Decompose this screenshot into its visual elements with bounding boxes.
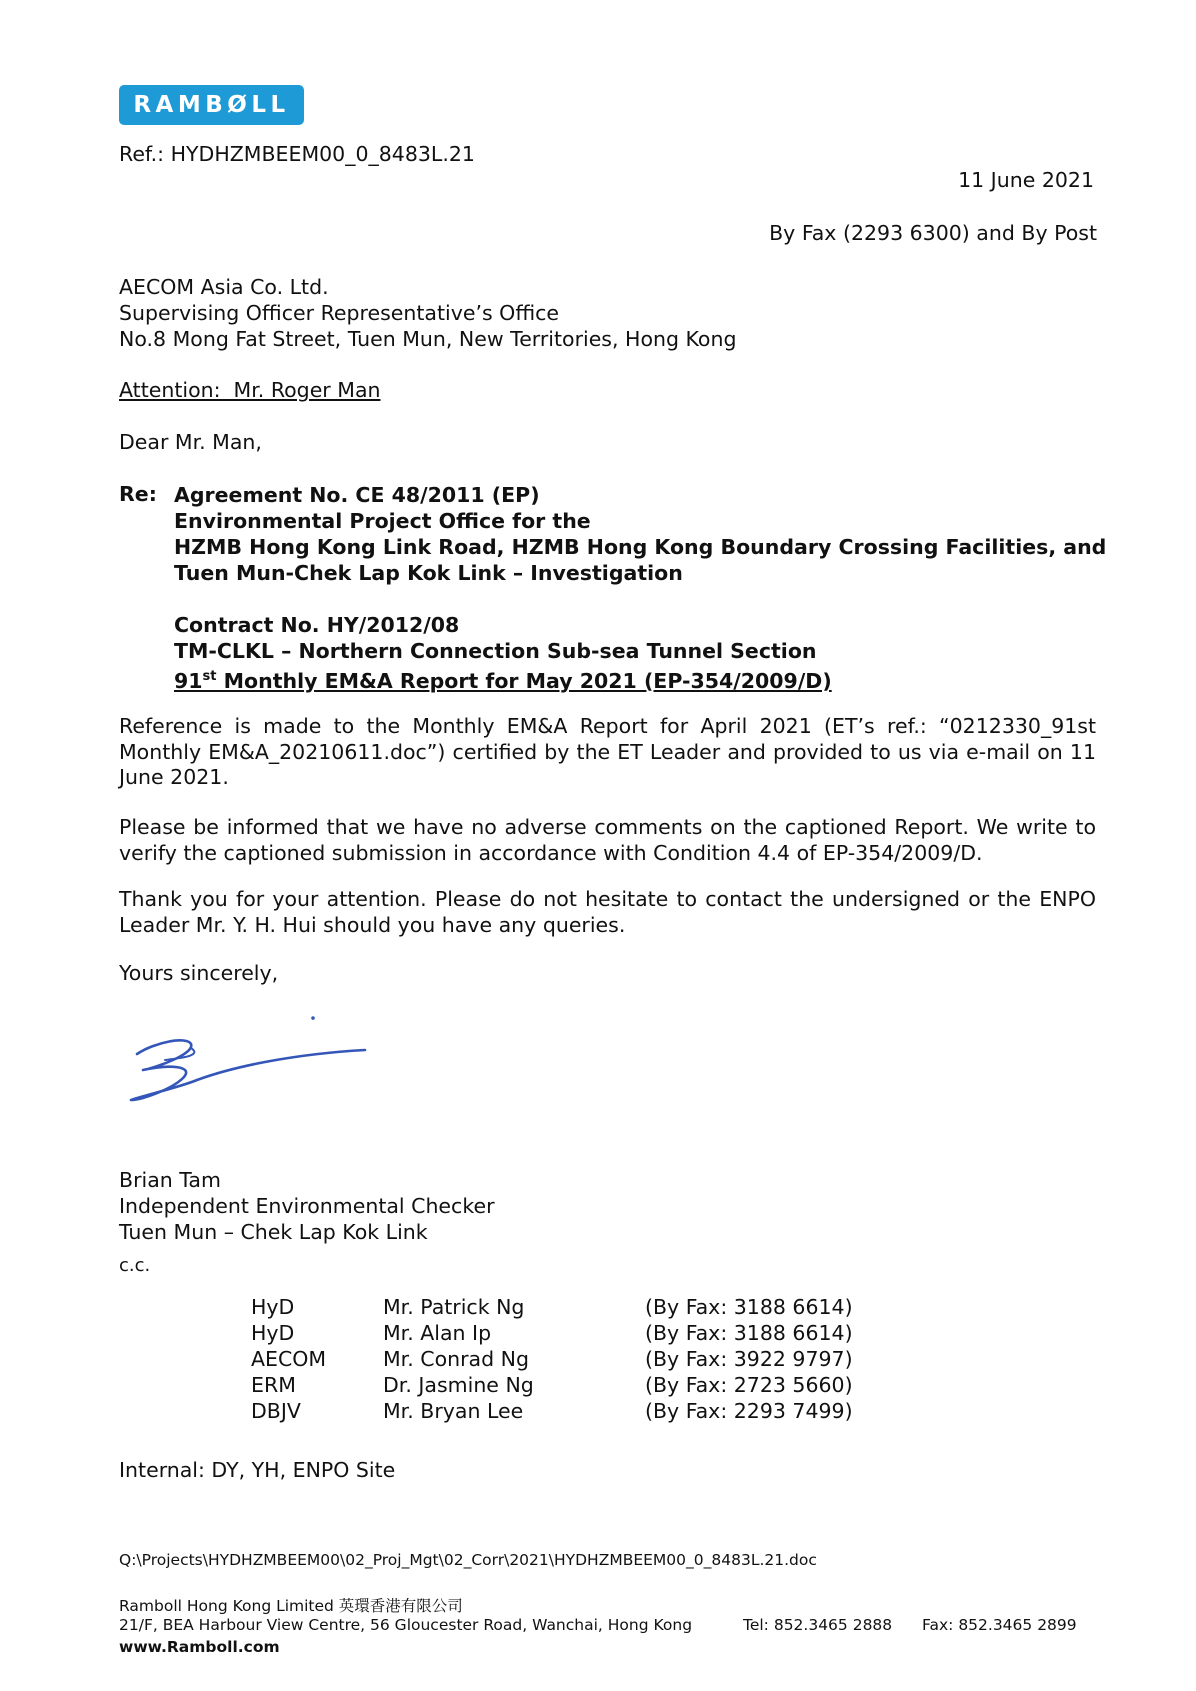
internal-distribution: Internal: DY, YH, ENPO Site xyxy=(119,1458,396,1482)
cc-label: c.c. xyxy=(119,1255,151,1276)
footer-address: 21/F, BEA Harbour View Centre, 56 Gloucester Road, Wanchai, Hong Kong xyxy=(119,1616,693,1634)
footer-website[interactable]: www.Ramboll.com xyxy=(119,1638,280,1656)
cc-org: ERM xyxy=(251,1373,296,1397)
addressee-block xyxy=(119,274,736,352)
signatory-name: Brian Tam xyxy=(119,1168,221,1192)
subject-report: 91st Monthly EM&A Report for May 2021 (EP-354/2009/D) xyxy=(174,668,832,693)
cc-fax: (By Fax: 2723 5660) xyxy=(645,1373,853,1397)
reference-number: Ref.: HYDHZMBEEM00_0_8483L.21 xyxy=(119,142,475,166)
file-path: Q:\Projects\HYDHZMBEEM00\02_Proj_Mgt\02_Corr\2021\HYDHZMBEEM00_0_8483L.21.doc xyxy=(119,1551,817,1569)
subject-investigation: Tuen Mun-Chek Lap Kok Link – Investigation xyxy=(174,561,683,585)
cc-fax: (By Fax: 3922 9797) xyxy=(645,1347,853,1371)
addressee-company: AECOM Asia Co. Ltd. xyxy=(119,275,329,299)
cc-name: Mr. Conrad Ng xyxy=(383,1347,529,1371)
paragraph-reference: Reference is made to the Monthly EM&A Report for April 2021 (ET’s ref.: “0212330_91st Monthly EM&A_20210611.doc”) certified by the ET Leader and provided to us via e-mail on 11 June 2021. xyxy=(119,714,1096,789)
closing: Yours sincerely, xyxy=(119,961,279,985)
subject-agreement: Agreement No. CE 48/2011 (EP) xyxy=(174,483,540,507)
subject-office: Environmental Project Office for the xyxy=(174,509,591,533)
cc-list xyxy=(0,1295,1196,1435)
cc-org: DBJV xyxy=(251,1399,301,1423)
subject-section: TM-CLKL – Northern Connection Sub-sea Tunnel Section xyxy=(174,639,817,663)
cc-fax: (By Fax: 3188 6614) xyxy=(645,1321,853,1345)
ramboll-logo: RAMBØLL xyxy=(119,85,304,125)
cc-row xyxy=(0,1321,853,1347)
attention-line: Attention: Mr. Roger Man xyxy=(119,378,381,402)
salutation: Dear Mr. Man, xyxy=(119,430,262,454)
subject-contract: Contract No. HY/2012/08 xyxy=(174,613,460,637)
letter-date: 11 June 2021 xyxy=(958,168,1094,192)
cc-name: Mr. Alan Ip xyxy=(383,1321,492,1345)
cc-row xyxy=(0,1347,853,1373)
cc-name: Mr. Bryan Lee xyxy=(383,1399,524,1423)
subject-block xyxy=(174,482,1106,694)
footer-tel: Tel: 852.3465 2888 xyxy=(743,1616,893,1634)
cc-row xyxy=(0,1295,853,1321)
signature-image xyxy=(125,1010,370,1110)
paragraph-verification: Please be informed that we have no adverse comments on the captioned Report. We write to verify the captioned submission in accordance with Condition 4.4 of EP-354/2009/D. xyxy=(119,815,1096,865)
cc-row xyxy=(0,1399,853,1425)
delivery-method: By Fax (2293 6300) and By Post xyxy=(769,221,1097,245)
cc-org: HyD xyxy=(251,1295,295,1319)
cc-name: Mr. Patrick Ng xyxy=(383,1295,525,1319)
addressee-office: Supervising Officer Representative’s Office xyxy=(119,301,560,325)
signatory-title: Independent Environmental Checker xyxy=(119,1194,495,1218)
signatory-block xyxy=(119,1167,495,1245)
cc-fax: (By Fax: 2293 7499) xyxy=(645,1399,853,1423)
subject-project: HZMB Hong Kong Link Road, HZMB Hong Kong Boundary Crossing Facilities, and xyxy=(174,535,1107,559)
signatory-project: Tuen Mun – Chek Lap Kok Link xyxy=(119,1220,428,1244)
cc-org: HyD xyxy=(251,1321,295,1345)
cc-fax: (By Fax: 3188 6614) xyxy=(645,1295,853,1319)
cc-row xyxy=(0,1373,853,1399)
cc-org: AECOM xyxy=(251,1347,327,1371)
paragraph-thanks: Thank you for your attention. Please do not hesitate to contact the undersigned or the ENPO Leader Mr. Y. H. Hui should you have any queries. xyxy=(119,887,1096,937)
addressee-address: No.8 Mong Fat Street, Tuen Mun, New Territories, Hong Kong xyxy=(119,327,737,351)
footer-company: Ramboll Hong Kong Limited 英環香港有限公司 xyxy=(119,1597,463,1615)
footer-fax: Fax: 852.3465 2899 xyxy=(922,1616,1077,1634)
re-label: Re: xyxy=(119,482,157,506)
cc-name: Dr. Jasmine Ng xyxy=(383,1373,534,1397)
